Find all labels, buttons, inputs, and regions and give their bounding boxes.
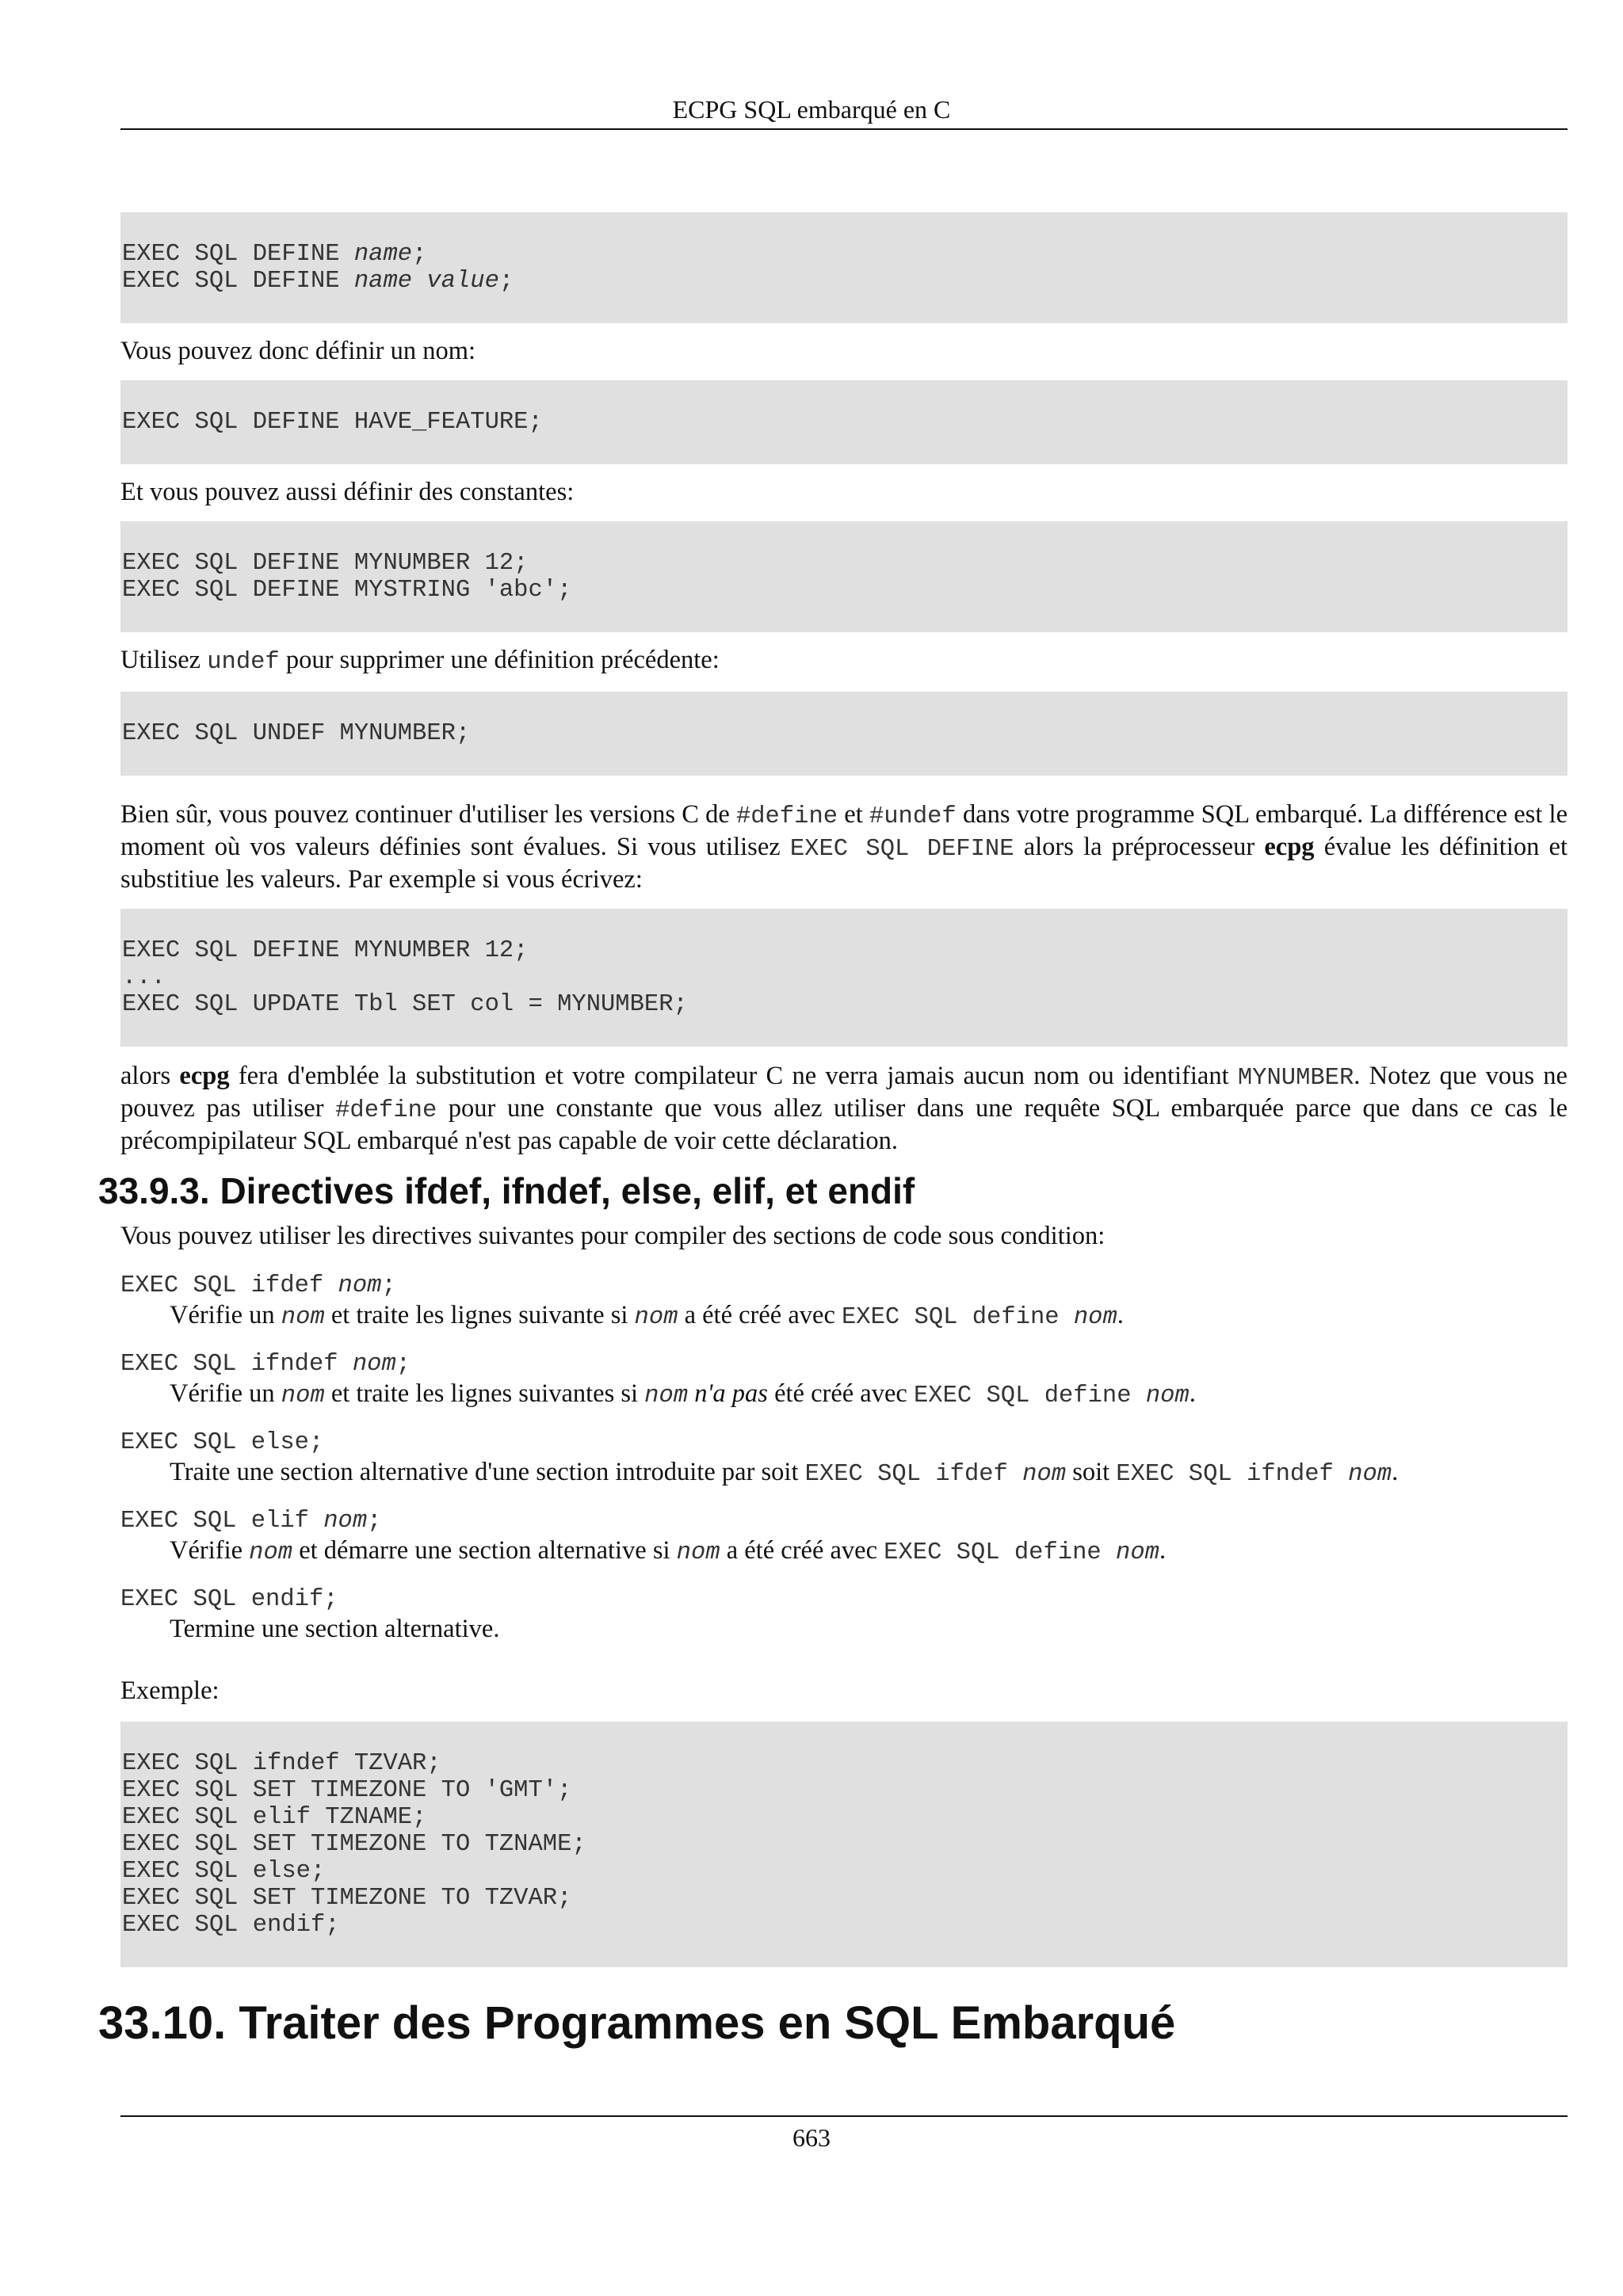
paragraph-exemple: Exemple: xyxy=(120,1676,220,1705)
paragraph-undef: Utilisez undef pour supprimer une définition précédente: xyxy=(120,646,720,676)
code-block-define-name: EXEC SQL DEFINE HAVE_FEATURE; xyxy=(120,380,1568,464)
directive-term: EXEC SQL elif nom; xyxy=(120,1508,382,1535)
code-block-define-syntax: EXEC SQL DEFINE name; EXEC SQL DEFINE name value; xyxy=(120,212,1568,323)
paragraph-alors: alors ecpg fera d'emblée la substitution et votre compilateur C ne verra jamais aucun nom ou identifiant MYNUMBER. Notez que vous ne pouvez pas utiliser #define pour une constante que vous allez utiliser dans une requête SQL embarquée parce que dans ce cas le précompipilateur SQL embarqué n'est pas capable de voir cette déclaration. xyxy=(120,1062,1568,1155)
directive-term: EXEC SQL ifdef nom; xyxy=(120,1272,396,1299)
page-content xyxy=(98,212,1568,2051)
paragraph-bien-sur: Bien sûr, vous pouvez continuer d'utiliser les versions C de #define et #undef dans votre programme SQL embarqué. La différence est le moment où vos valeurs définies sont évalues. Si vous utilisez EXEC SQL DEFINE alors la préprocesseur ecpg évalue les définition et substitiue les valeurs. Par exemple si vous écrivez: xyxy=(120,800,1568,894)
code-block-define-constants: EXEC SQL DEFINE MYNUMBER 12; EXEC SQL DEFINE MYSTRING 'abc'; xyxy=(120,521,1568,632)
directive-ifdef xyxy=(120,1272,1568,1333)
directive-term: EXEC SQL ifndef nom; xyxy=(120,1351,411,1378)
section-heading-33-10: 33.10. Traiter des Programmes en SQL Embarqué xyxy=(98,1997,1176,2049)
code-block-example-timezone: EXEC SQL ifndef TZVAR; EXEC SQL SET TIMEZONE TO 'GMT'; EXEC SQL elif TZNAME; EXEC SQL SET TIMEZONE TO TZNAME; EXEC SQL else; EXEC SQL SET TIMEZONE TO TZVAR; EXEC SQL endif; xyxy=(120,1722,1568,1967)
directive-definition: Vérifie un nom et traite les lignes suivantes si nom n'a pas été créé avec EXEC SQL define nom. xyxy=(170,1379,1196,1409)
paragraph-define-name: Vous pouvez donc définir un nom: xyxy=(120,337,476,365)
directive-else xyxy=(120,1428,1568,1489)
directive-ifndef xyxy=(120,1350,1568,1411)
footer-rule xyxy=(120,2115,1568,2117)
paragraph-define-constants: Et vous pouvez aussi définir des constantes: xyxy=(120,478,575,506)
directive-definition: Vérifie nom et démarre une section alternative si nom a été créé avec EXEC SQL define nom. xyxy=(170,1536,1167,1566)
directive-definition: Vérifie un nom et traite les lignes suivante si nom a été créé avec EXEC SQL define nom. xyxy=(170,1301,1124,1331)
directive-term: EXEC SQL endif; xyxy=(120,1586,338,1613)
directive-term: EXEC SQL else; xyxy=(120,1429,324,1456)
code-block-undef: EXEC SQL UNDEF MYNUMBER; xyxy=(120,692,1568,776)
paragraph-directives-intro: Vous pouvez utiliser les directives suivantes pour compiler des sections de code sous condition: xyxy=(120,1222,1106,1250)
running-header: ECPG SQL embarqué en C xyxy=(672,95,951,124)
directive-definition: Termine une section alternative. xyxy=(170,1615,500,1643)
page-number: 663 xyxy=(792,2123,831,2152)
directive-list xyxy=(120,1272,1568,1644)
directive-definition: Traite une section alternative d'une section introduite par soit EXEC SQL ifdef nom soit EXEC SQL ifndef nom. xyxy=(170,1458,1399,1488)
header-rule xyxy=(120,128,1568,130)
code-block-example-define: EXEC SQL DEFINE MYNUMBER 12; ... EXEC SQL UPDATE Tbl SET col = MYNUMBER; xyxy=(120,909,1568,1047)
directive-elif xyxy=(120,1507,1568,1568)
directive-endif xyxy=(120,1585,1568,1644)
section-heading-33-9-3: 33.9.3. Directives ifdef, ifndef, else, elif, et endif xyxy=(98,1170,915,1211)
